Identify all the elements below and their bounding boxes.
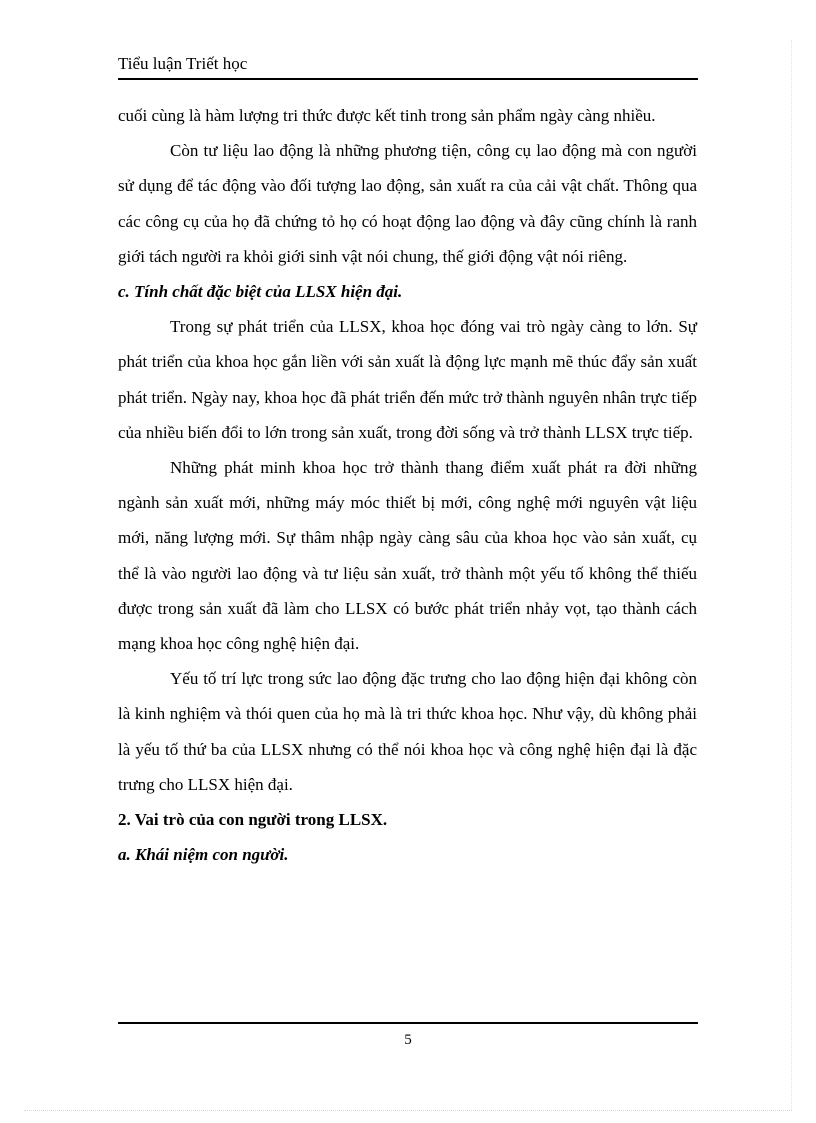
page-header — [118, 52, 698, 80]
section-heading-2: 2. Vai trò của con người trong LLSX. — [118, 810, 388, 830]
paragraph-continuation: cuối cùng là hàm lượng tri thức được kết tinh trong sản phẩm ngày càng nhiều. — [118, 106, 656, 125]
section-heading-a: a. Khái niệm con người. — [118, 845, 289, 865]
document-title: Tiểu luận Triết học — [118, 54, 248, 73]
paragraph-intellect: Yếu tố trí lực trong sức lao động đặc trưng cho lao động hiện đại không còn là kinh nghiệm và thói quen của họ mà là tri thức khoa học. Như vậy, dù không phải là yếu tố thứ ba của LLSX nhưng có thể nói khoa học và công nghệ hiện đại là đặc trưng cho LLSX hiện đại. — [118, 669, 697, 794]
paragraph-labor-tools: Còn tư liệu lao động là những phương tiện, công cụ lao động mà con người sử dụng để tác động vào đối tượng lao động, sản xuất ra của cải vật chất. Thông qua các công cụ của họ đã chứng tỏ họ có hoạt động lao động và đây cũng chính là ranh giới tách người ra khỏi giới sinh vật nói chung, thế giới động vật nói riêng. — [118, 141, 697, 266]
page-edge-right — [791, 40, 792, 1110]
page-body — [118, 98, 697, 872]
page-edge-bottom — [24, 1110, 792, 1111]
page-number: 5 — [404, 1032, 412, 1048]
section-heading-c: c. Tính chất đặc biệt của LLSX hiện đại. — [118, 282, 403, 302]
page-footer — [118, 1022, 698, 1064]
paragraph-science-role: Trong sự phát triển của LLSX, khoa học đóng vai trò ngày càng to lớn. Sự phát triển của khoa học gắn liền với sản xuất là động lực mạnh mẽ thúc đẩy sản xuất phát triển. Ngày nay, khoa học đã phát triển đến mức trở thành nguyên nhân trực tiếp của nhiều biến đổi to lớn trong sản xuất, trong đời sống và trở thành LLSX trực tiếp. — [118, 317, 697, 442]
paragraph-inventions: Những phát minh khoa học trở thành thang điểm xuất phát ra đời những ngành sản xuất mới, những máy móc thiết bị mới, công nghệ mới nguyên vật liệu mới, năng lượng mới. Sự thâm nhập ngày càng sâu của khoa học vào sản xuất, cụ thể là vào người lao động và tư liệu sản xuất, trở thành một yếu tố không thể thiếu được trong sản xuất đã làm cho LLSX có bước phát triển nhảy vọt, tạo thành cách mạng khoa học công nghệ hiện đại. — [118, 458, 697, 654]
